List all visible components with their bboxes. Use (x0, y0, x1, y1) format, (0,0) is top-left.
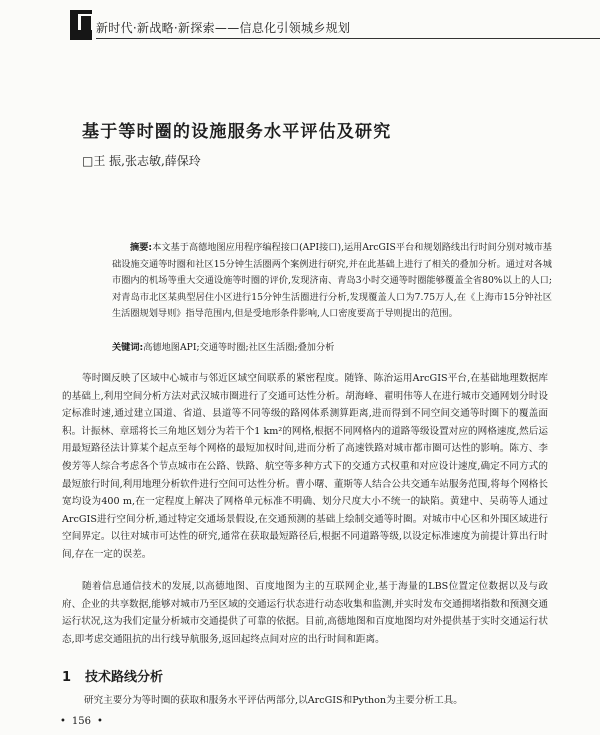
body-paragraph: 随着信息通信技术的发展,以高德地图、百度地图为主的互联网企业,基于海量的LBS位置定位数据以及与政府、企业的共享数据,能够对城市乃至区域的交通运行状态进行动态收集和监测,并实时发布交通拥堵指数和预测交通运行状况,这为我们定量分析城市交通提供了可靠的依据。目前,高德地图和百度地图均对外提供基于实时交通运行状态,即考虑交通阻抗的出行线导航服务,返回起终点间对应的出行时间和距离。 (62, 581, 548, 645)
abstract (112, 240, 552, 323)
keywords (112, 340, 552, 356)
body-paragraph: 研究主要分为等时圈的获取和服务水平评估两部分,以ArcGIS和Python为主要分析工具。 (84, 695, 463, 706)
section-number: 1 (62, 670, 72, 685)
article-authors: □王 振,张志敏,薛保玲 (82, 154, 201, 168)
keywords-text: 高德地图API;交通等时圈;社区生活圈;叠加分析 (143, 342, 335, 353)
abstract-label: 摘要: (130, 242, 153, 253)
page-number: • 156 • (60, 716, 103, 727)
series-title: 新时代·新战略·新探索——信息化引领城乡规划 (96, 21, 351, 35)
header-divider (96, 38, 600, 39)
abstract-text: 本文基于高德地图应用程序编程接口(API接口),运用ArcGIS平台和规划路线出行时间分别对城市基础设施交通等时圈和社区15分钟生活圈两个案例进行研究,并在此基础上进行了相关的叠加分析。通过对各城市圈内的机场等重大交通设施等时圈的评价,发现济南、青岛3小时交通等时圈能够覆盖全省80%以上的人口;对青岛市北区某典型居住小区进行15分钟生活圈进行分析,发现覆盖人口为7.75万人,在《上海市15分钟社区生活圈规划导则》指导范围内,但是受地形条件影响,人口密度要高于导则提出的范围。 (112, 242, 552, 320)
body-paragraph: 等时圈反映了区域中心城市与邻近区域空间联系的紧密程度。随锋、陈治运用ArcGIS平台,在基础地理数据库的基础上,利用空间分析方法对武汉城市圈进行了交通可达性分析。胡海峰、翟明伟等人在进行城市交通网划分时设定标准时速,通过建立国道、省道、县道等不同等级的路网体系测算距离,进而得到不同空间交通等时圈下的覆盖面积。计振林、章瑶将长三角地区划分为若干个1 km²的网格,根据不同网格内的道路等级设置对应的网格速度,然后运用最短路径法计算某个起点至每个网格的最短加权时间,进而分析了高速铁路对城市都市圈可达性的影响。陈方、李俊芳等人综合考虑各个节点城市在公路、铁路、航空等多种方式下的交通方式权重和对应设计速度,确定不同方式的最短旅行时间,利用地理分析软件进行空间可达性分析。曹小曙、董斯等人结合公共交通车站服务范围,将每个网格长宽均设为400 m,在一定程度上解决了网格单元标准不明确、划分尺度大小不统一的缺陷。黄建中、吴萌等人通过ArcGIS进行空间分析,通过特定交通场景假设,在交通预测的基础上绘制交通等时圈。对城市中心区和外围区域进行空间界定。以往对城市可达性的研究,通常在获取最短路径后,根据不同道路等级,以设定标准速度为前提计算出行时间,存在一定的误差。 (62, 373, 548, 560)
section-title: 技术路线分析 (85, 670, 164, 685)
running-header (70, 10, 570, 44)
section-heading (62, 666, 163, 685)
article-title: 基于等时圈的设施服务水平评估及研究 (82, 122, 392, 142)
journal-logo (70, 10, 92, 40)
keywords-label: 关键词: (112, 342, 144, 353)
